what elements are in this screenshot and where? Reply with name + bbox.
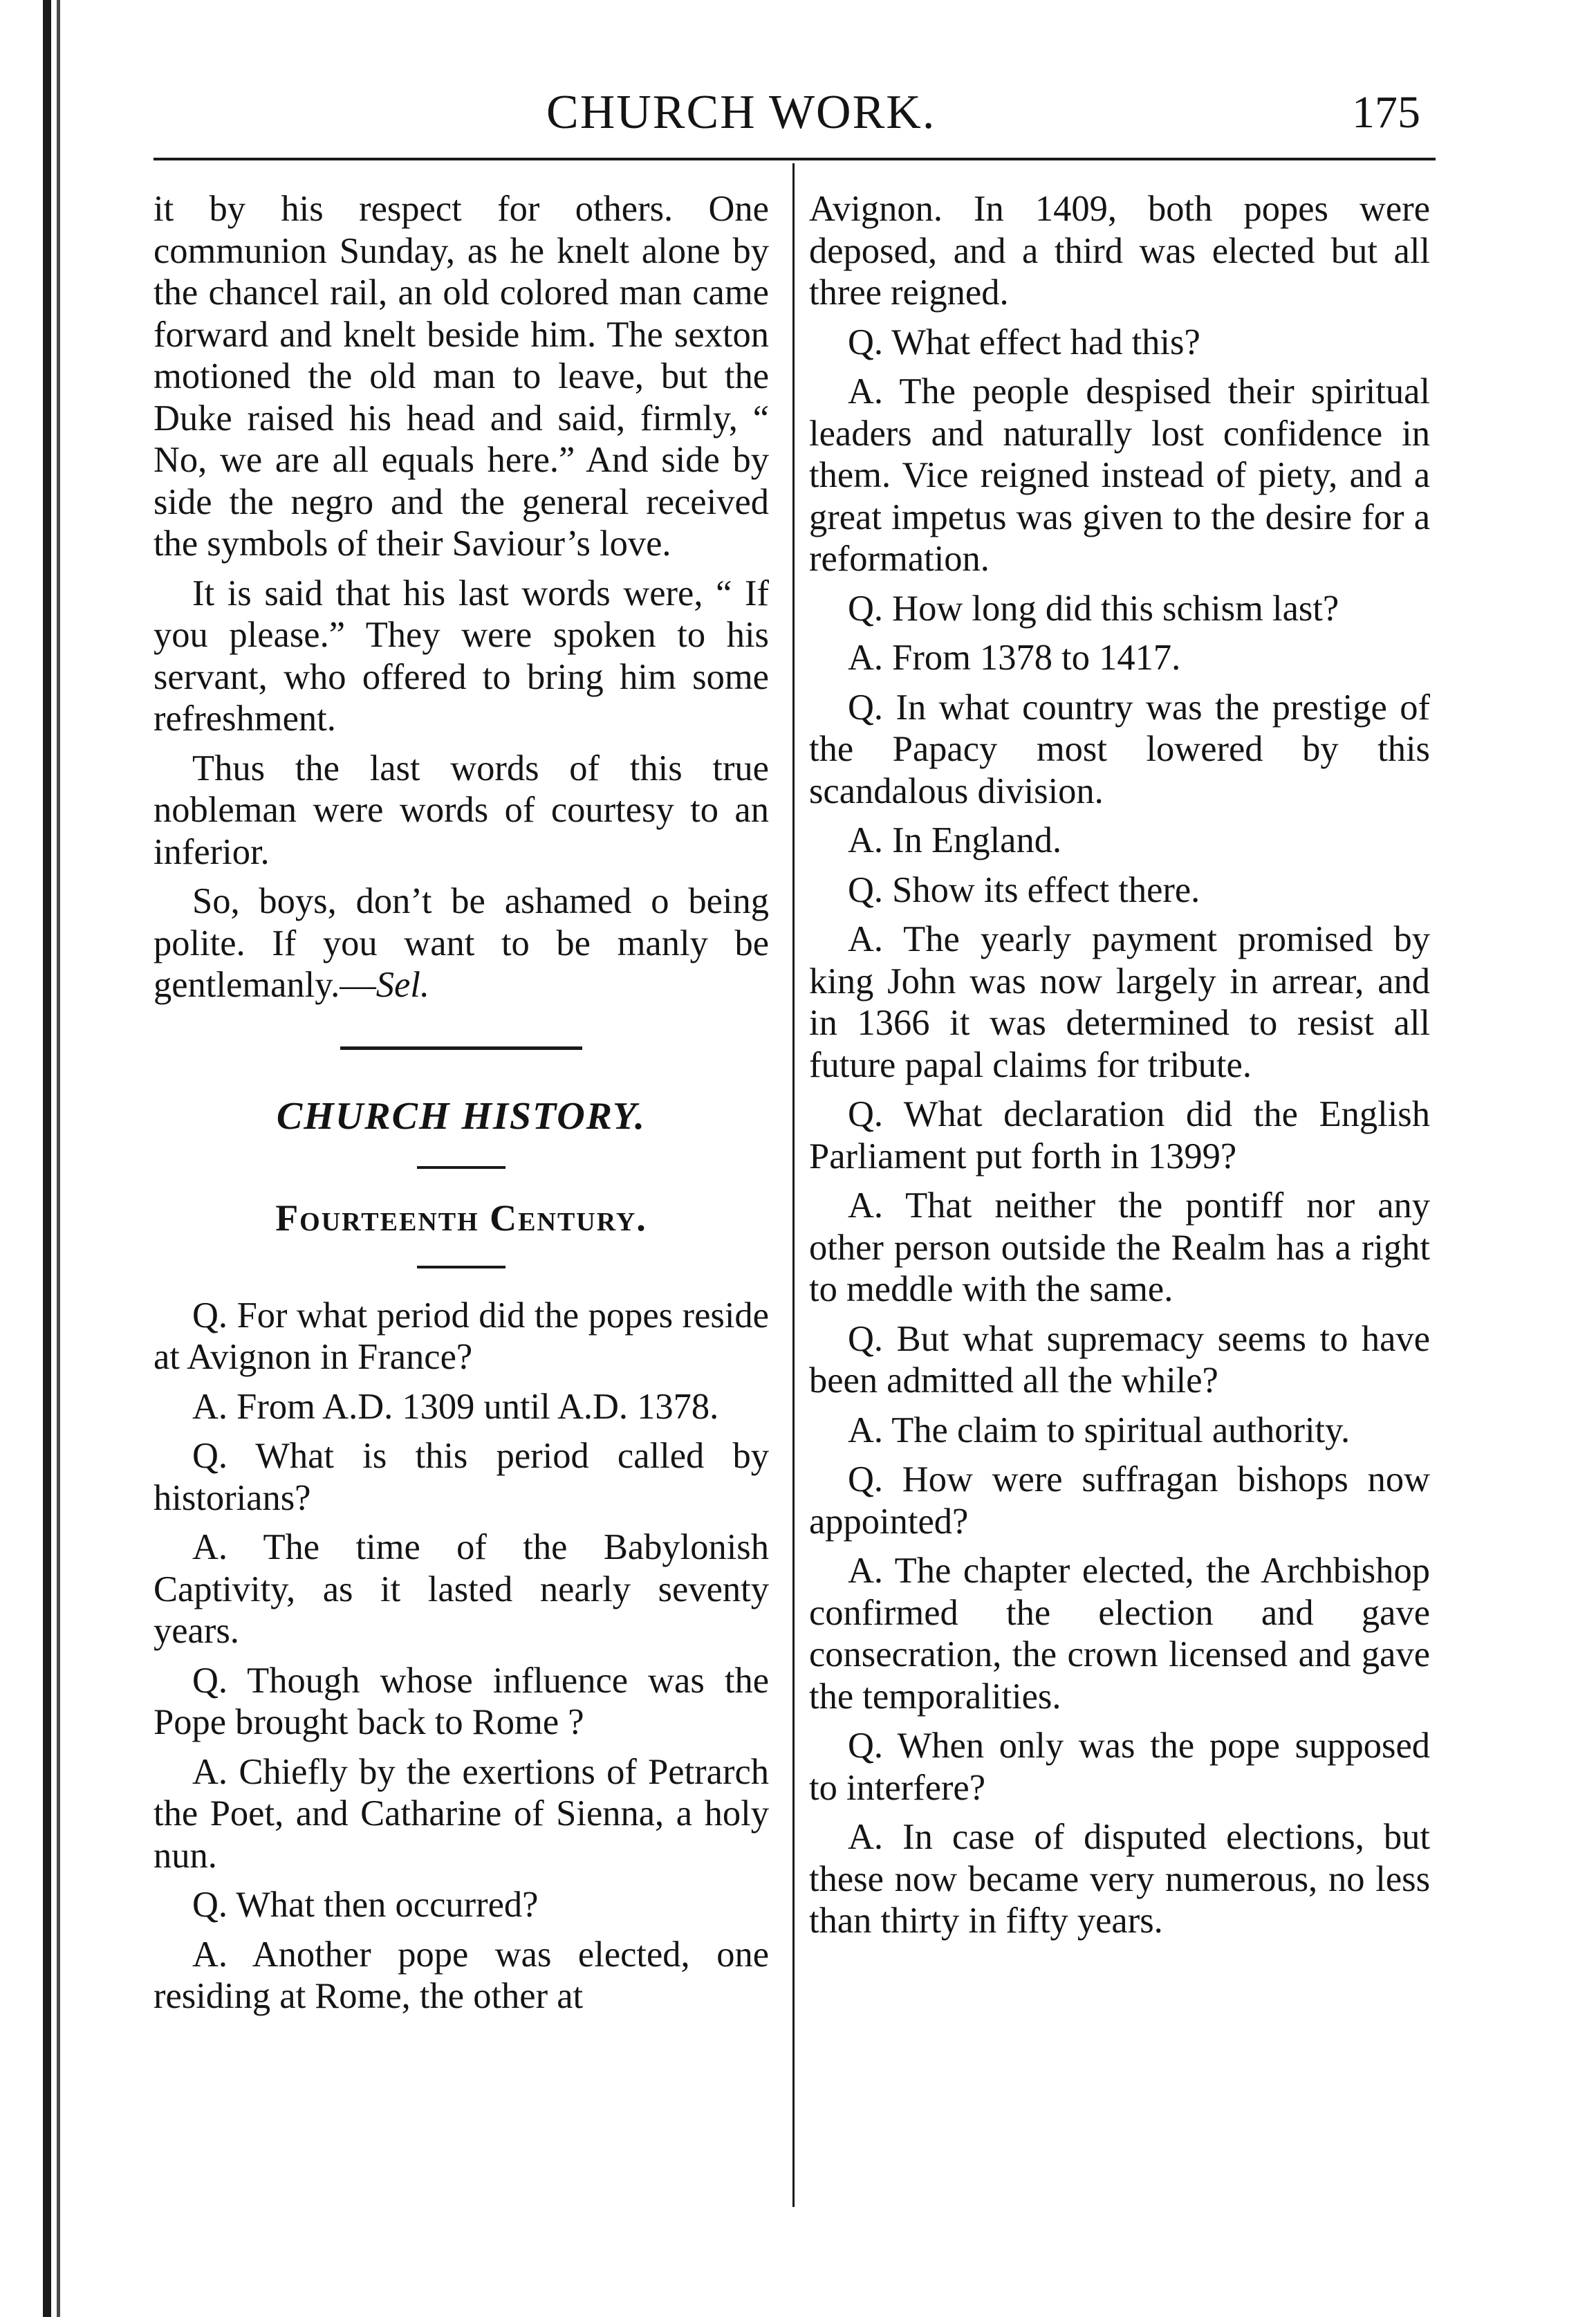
qa-paragraph: A. The people despised their spiritual leaders and naturally lost confidence in them. Vice reigned instead of piety, and a great impetus was given to the desire for a reformation. (809, 371, 1430, 579)
column-divider (792, 163, 795, 2207)
running-head (0, 82, 1596, 144)
page-number: 175 (1352, 87, 1420, 138)
qa-paragraph: A. The chapter elected, the Archbishop confirmed the election and gave consecration, the crown licensed and gave the temporalities. (809, 1551, 1430, 1717)
qa-paragraph: Q. What declaration did the English Parliament put forth in 1399? (809, 1094, 1430, 1176)
qa-paragraph: A. From A.D. 1309 until A.D. 1378. (192, 1386, 719, 1427)
qa-paragraph: A. In case of disputed elections, but these now became very numerous, no less than thirty in fifty years. (809, 1817, 1430, 1941)
binding-edge-shadow (57, 0, 60, 2317)
body-paragraph: Thus the last words of this true nobleman were words of courtesy to an inferior. (154, 748, 769, 872)
short-rule (417, 1266, 505, 1268)
body-paragraph: Avignon. In 1409, both popes were deposed, and a third was elected but all three reigned. (809, 189, 1430, 313)
qa-paragraph: A. From 1378 to 1417. (848, 638, 1181, 678)
qa-paragraph: Q. Though whose influence was the Pope brought back to Rome ? (154, 1660, 769, 1742)
qa-paragraph: A. Chiefly by the exertions of Petrarch the Poet, and Catharine of Sienna, a holy nun. (154, 1751, 769, 1876)
binding-edge (43, 0, 51, 2317)
section-separator-rule (340, 1046, 582, 1050)
subheading: Fourteenth Century. (275, 1197, 647, 1239)
short-rule (417, 1166, 505, 1169)
qa-paragraph: A. The time of the Babylonish Captivity, as it lasted nearly seventy years. (154, 1527, 769, 1651)
qa-paragraph: Q. In what country was the prestige of the Papacy most lowered by this scandalous division. (809, 687, 1430, 811)
qa-paragraph: A. In England. (848, 820, 1062, 860)
qa-paragraph: Q. How were suffragan bishops now appointed? (809, 1459, 1430, 1542)
header-rule (154, 158, 1436, 160)
qa-paragraph: A. The claim to spiritual authority. (848, 1410, 1351, 1450)
signature: Sel. (375, 965, 429, 1005)
qa-paragraph: Q. What is this period called by historians? (154, 1436, 769, 1518)
qa-paragraph: A. That neither the pontiff nor any other person outside the Realm has a right to meddle with the same. (809, 1185, 1430, 1309)
running-title: CHURCH WORK. (546, 86, 936, 139)
right-column (809, 188, 1430, 1950)
left-column (154, 188, 769, 2025)
section-heading: CHURCH HISTORY. (276, 1094, 647, 1138)
closing-paragraph (154, 880, 769, 1006)
qa-paragraph: Q. How long did this schism last? (848, 588, 1339, 629)
qa-paragraph: A. The yearly payment promised by king John was now largely in arrear, and in 1366 it was determined to resist all future papal claims for tribute. (809, 919, 1430, 1085)
qa-paragraph: Q. Show its effect there. (848, 869, 1200, 910)
closing-text: So, boys, don’t be ashamed o being polite. If you want to be manly be gentlemanly.— (154, 881, 769, 1005)
qa-paragraph: Q. But what supremacy seems to have been admitted all the while? (809, 1318, 1430, 1401)
qa-paragraph: Q. When only was the pope supposed to interfere? (809, 1726, 1430, 1808)
body-paragraph: It is said that his last words were, “ If you please.” They were spoken to his servant, who offered to bring him some refreshment. (154, 573, 769, 739)
qa-paragraph: Q. What effect had this? (848, 322, 1200, 362)
qa-paragraph: Q. For what period did the popes reside at Avignon in France? (154, 1295, 769, 1377)
qa-paragraph: Q. What then occurred? (192, 1885, 539, 1925)
body-paragraph: it by his respect for others. One communion Sunday, as he knelt alone by the chancel rail, an old colored man came forward and knelt beside him. The sexton motioned the old man to leave, but the Duke raised his head and said, firmly, “ No, we are all equals here.” And side by side the negro and the general received the symbols of their Saviour’s love. (154, 189, 769, 564)
qa-paragraph: A. Another pope was elected, one residing at Rome, the other at (154, 1934, 769, 2016)
